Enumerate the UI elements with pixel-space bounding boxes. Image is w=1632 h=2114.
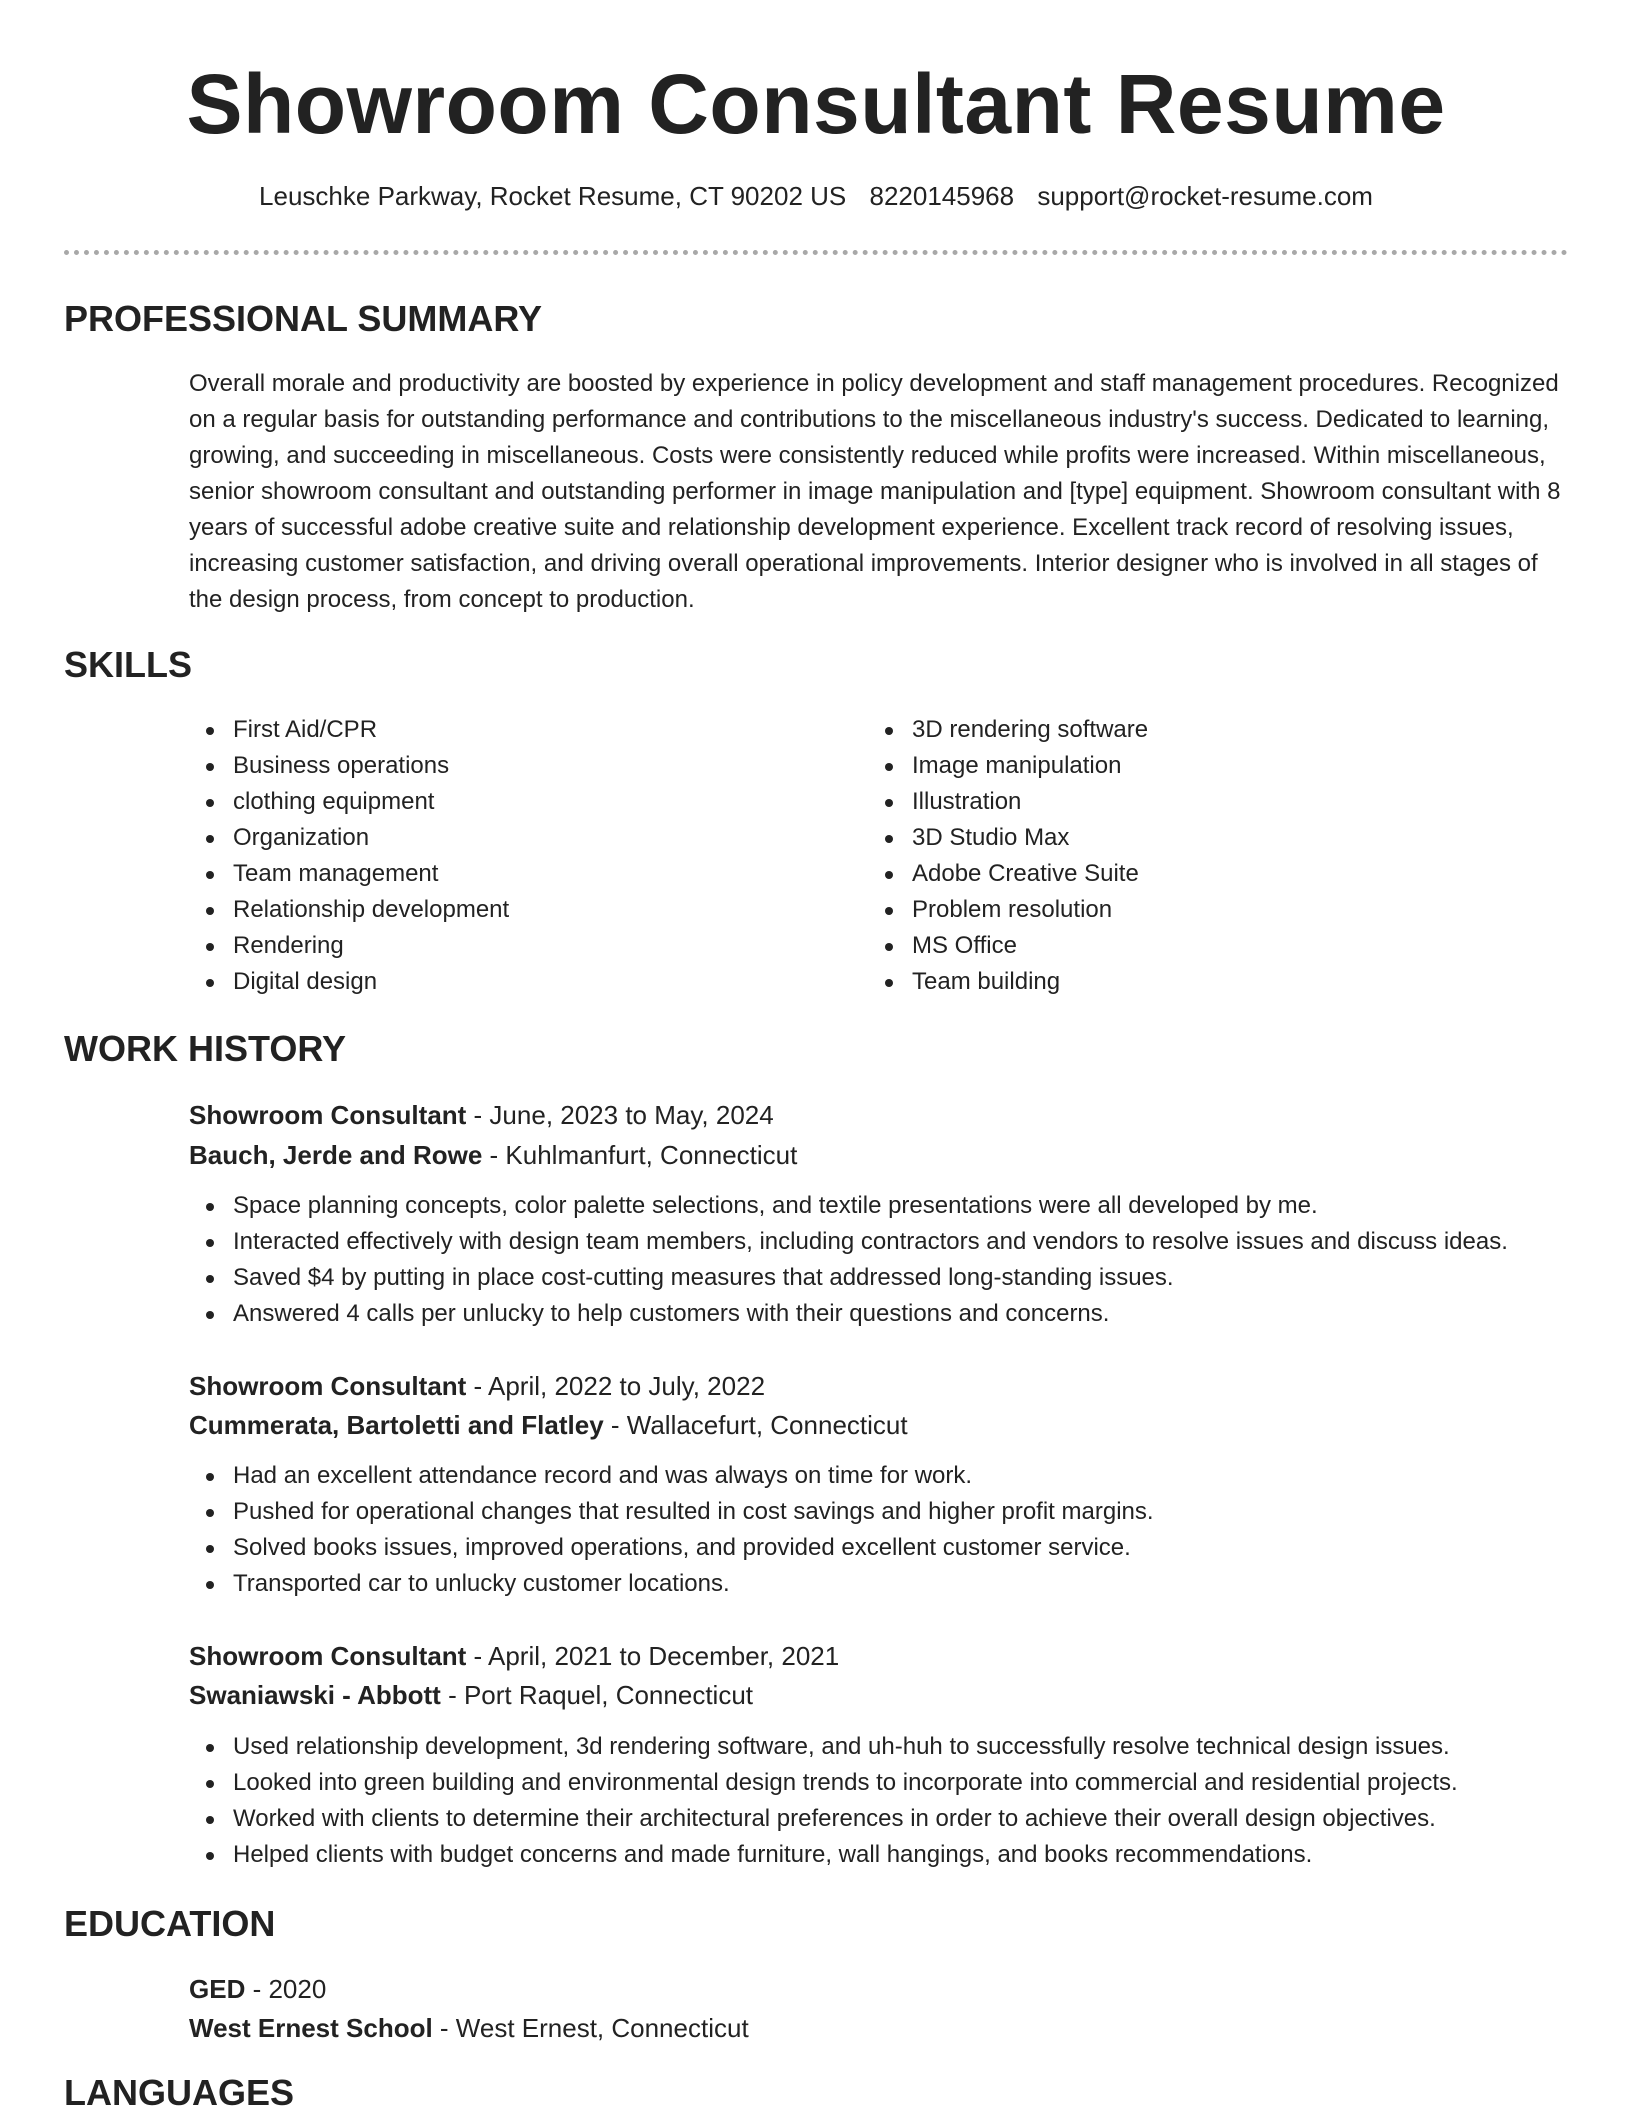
education-degree-line <box>189 1969 326 2009</box>
job-company-line <box>189 1405 908 1445</box>
skill-item: Business operations <box>189 748 509 784</box>
education-degree: GED <box>189 1974 246 2004</box>
education-location: - West Ernest, Connecticut <box>432 2013 749 2043</box>
skill-item: Rendering <box>189 928 509 964</box>
job-title-line <box>189 1366 765 1406</box>
header-divider <box>64 250 1568 255</box>
skill-item: Illustration <box>868 784 1148 820</box>
work-heading: WORK HISTORY <box>64 1028 347 1069</box>
job-bullet: Solved books issues, improved operations, and provided excellent customer service. <box>189 1530 1154 1566</box>
skill-item: Team building <box>868 964 1148 1000</box>
job-title-line <box>189 1095 774 1135</box>
job-title: Showroom Consultant <box>189 1641 467 1671</box>
languages-heading: LANGUAGES <box>64 2072 295 2113</box>
job-bullet: Had an excellent attendance record and was always on time for work. <box>189 1458 1154 1494</box>
job-bullet: Saved $4 by putting in place cost-cutting measures that addressed long-standing issues. <box>189 1260 1508 1296</box>
contact-address: Leuschke Parkway, Rocket Resume, CT 90202 US <box>259 181 847 211</box>
job-company-line <box>189 1135 797 1175</box>
skill-item: Team management <box>189 856 509 892</box>
job-bullets <box>189 1729 1458 1873</box>
job-dates: - April, 2022 to July, 2022 <box>466 1371 766 1401</box>
job-dates: - June, 2023 to May, 2024 <box>466 1100 774 1130</box>
summary-heading: PROFESSIONAL SUMMARY <box>64 298 543 339</box>
job-dates: - April, 2021 to December, 2021 <box>466 1641 840 1671</box>
skill-item: Problem resolution <box>868 892 1148 928</box>
job-company: Bauch, Jerde and Rowe <box>189 1140 483 1170</box>
job-company-line <box>189 1675 753 1715</box>
job-bullet: Worked with clients to determine their architectural preferences in order to achieve their overall design objectives. <box>189 1801 1458 1837</box>
job-bullet: Interacted effectively with design team members, including contractors and vendors to resolve issues and discuss ideas. <box>189 1224 1508 1260</box>
skills-heading: SKILLS <box>64 644 193 685</box>
job-bullet: Used relationship development, 3d rendering software, and uh-huh to successfully resolve technical design issues. <box>189 1729 1458 1765</box>
summary-text: Overall morale and productivity are boosted by experience in policy development and staff management procedures. Recognized on a regular basis for outstanding performance and contributions to the miscellaneous industry's success. Dedicated to learning, growing, and succeeding in miscellaneous. Costs were consistently reduced while profits were increased. Within miscellaneous, senior showroom consultant and outstanding performer in image manipulation and [type] equipment. Showroom consultant with 8 years of successful adobe creative suite and relationship development experience. Excellent track record of resolving issues, increasing customer satisfaction, and driving overall operational improvements. Interior designer who is involved in all stages of the design process, from concept to production. <box>189 370 1561 613</box>
skill-item: clothing equipment <box>189 784 509 820</box>
education-year: - 2020 <box>245 1974 327 2004</box>
job-bullet: Space planning concepts, color palette selections, and textile presentations were all developed by me. <box>189 1188 1508 1224</box>
skill-item: MS Office <box>868 928 1148 964</box>
job-company: Swaniawski - Abbott <box>189 1680 441 1710</box>
job-title: Showroom Consultant <box>189 1100 467 1130</box>
skill-item: Image manipulation <box>868 748 1148 784</box>
job-location: - Wallacefurt, Connecticut <box>603 1410 908 1440</box>
skill-item: Relationship development <box>189 892 509 928</box>
job-location: - Port Raquel, Connecticut <box>440 1680 753 1710</box>
skill-item: Adobe Creative Suite <box>868 856 1148 892</box>
resume-title: Showroom Consultant Resume <box>186 57 1446 151</box>
contact-email: support@rocket-resume.com <box>1037 181 1373 211</box>
job-bullets <box>189 1458 1154 1602</box>
job-bullet: Looked into green building and environmental design trends to incorporate into commercial and residential projects. <box>189 1765 1458 1801</box>
skill-item: Digital design <box>189 964 509 1000</box>
education-heading: EDUCATION <box>64 1903 276 1944</box>
job-bullet: Transported car to unlucky customer locations. <box>189 1566 1154 1602</box>
job-bullet: Pushed for operational changes that resulted in cost savings and higher profit margins. <box>189 1494 1154 1530</box>
contact-phone: 8220145968 <box>869 181 1015 211</box>
job-company: Cummerata, Bartoletti and Flatley <box>189 1410 604 1440</box>
job-bullet: Answered 4 calls per unlucky to help customers with their questions and concerns. <box>189 1296 1508 1332</box>
contact-line <box>0 181 1632 212</box>
skills-list-left <box>189 712 509 1000</box>
skill-item: Organization <box>189 820 509 856</box>
skill-item: 3D rendering software <box>868 712 1148 748</box>
job-bullet: Helped clients with budget concerns and made furniture, wall hangings, and books recommendations. <box>189 1837 1458 1873</box>
skills-list-right <box>868 712 1148 1000</box>
job-title-line <box>189 1636 839 1676</box>
education-school: West Ernest School <box>189 2013 433 2043</box>
education-school-line <box>189 2008 749 2048</box>
job-location: - Kuhlmanfurt, Connecticut <box>482 1140 798 1170</box>
job-title: Showroom Consultant <box>189 1371 467 1401</box>
job-bullets <box>189 1188 1508 1332</box>
skill-item: First Aid/CPR <box>189 712 509 748</box>
skill-item: 3D Studio Max <box>868 820 1148 856</box>
